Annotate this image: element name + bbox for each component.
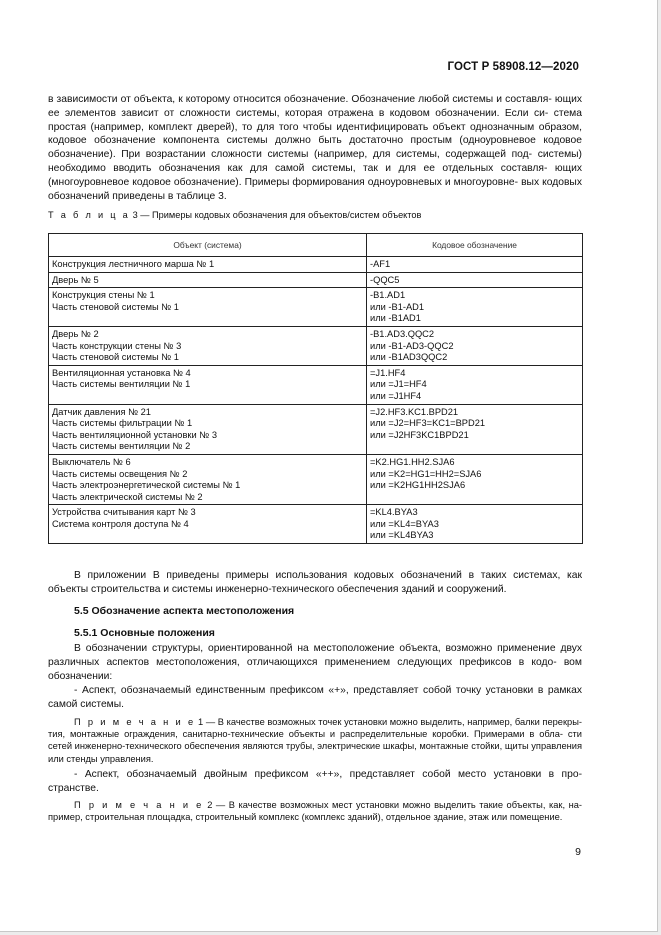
column-header-code: Кодовое обозначение [367,234,583,257]
subsection-heading: 5.5.1 Основные положения [74,627,215,639]
object-cell: Вентиляционная установка № 4 Часть системы вентиляции № 1 [49,365,367,404]
object-cell: Дверь № 5 [49,272,367,288]
object-cell: Датчик давления № 21 Часть системы фильтрации № 1 Часть вентиляционной установки № 3 Часть системы вентиляции № 2 [49,404,367,454]
object-cell: Устройства считывания карт № 3 Система контроля доступа № 4 [49,505,367,544]
code-cell: =KL4.BYA3 или =KL4=BYA3 или =KL4BYA3 [367,505,583,544]
table-row [49,257,583,273]
codes-table [48,233,583,544]
note-1: П р и м е ч а н и е 1 — В качестве возможных точек установки можно выделить, например, балки перекры- тия, монтажные ограждения, санитарно-технические объекты и распределительные коробки. Примерами в обла- сти сетей инженерно-технического обеспечения являются трубы, электрические шкафы, монтажные стойки, щиты управления или стенды управления. [48,717,582,764]
code-cell: -AF1 [367,257,583,273]
object-cell: Выключатель № 6 Часть системы освещения № 2 Часть электроэнергетической системы № 1 Часть электрической системы № 2 [49,454,367,504]
table-row [49,326,583,365]
intro-paragraph: в зависимости от объекта, к которому относится обозначение. Обозначение любой системы и составля- ющих ее элементов зависит от сложности системы, которая отражена в кодовом обозначении. Если си- стема простая (например, комплект дверей), то для того чтобы идентифицировать объект однозначным образом, кодовое обозначение компонента системы должно быть достаточно простым (одноуровневое кодовое обозначение). При возрастании сложности системы (например, для системы, содержащей под- системы) необходимо вводить обозначения как для самой системы, так и для ее отдельных составля- ющих (многоуровневое кодовое обозначение). Примеры формирования одноуровневых и многоуровне- вых кодовых обозначений приведены в таблице 3. [48,94,582,202]
bullet-single-prefix: - Аспект, обозначаемый единственным префиксом «+», представляет собой точку установки в рамках самой системы. [48,685,582,710]
table-row [49,288,583,327]
code-cell: =J1.HF4 или =J1=HF4 или =J1HF4 [367,365,583,404]
section-heading: 5.5 Обозначение аспекта местоположения [74,605,295,617]
table-row [49,404,583,454]
table-caption: Т а б л и ц а 3 — Примеры кодовых обозначения для объектов/систем объектов [48,210,422,220]
after-table-paragraph: В приложении В приведены примеры использования кодовых обозначений в таких системах, как объекты строительства и системы инженерно-технического обеспечения зданий и сооружений. [48,570,582,595]
column-header-object: Объект (система) [49,234,367,257]
code-cell: -QQC5 [367,272,583,288]
table-row [49,454,583,504]
page-number: 9 [575,846,581,858]
note-2: П р и м е ч а н и е 2 — В качестве возможных мест установки можно выделить такие объекты, как, на- пример, строительная площадка, строительный комплекс (комплекс зданий), отдельное здание, этаж или помещение. [48,800,582,823]
table-row [49,365,583,404]
code-cell: =K2.HG1.HH2.SJA6 или =K2=HG1=HH2=SJA6 или =K2HG1HH2SJA6 [367,454,583,504]
code-cell: -B1.AD3.QQC2 или -B1-AD3-QQC2 или -B1AD3QQC2 [367,326,583,365]
bullet-double-prefix: - Аспект, обозначаемый двойным префиксом «++», представляет собой место установки в про- странстве. [48,769,582,794]
table-header-row [49,234,583,257]
subsection-intro-paragraph: В обозначении структуры, ориентированной на местоположение объекта, возможно применение двух различных аспектов местоположения, отличающихся применением следующих префиксов в кодо- вом обозначении: [48,643,582,682]
object-cell: Конструкция стены № 1 Часть стеновой системы № 1 [49,288,367,327]
code-cell: =J2.HF3.KC1.BPD21 или =J2=HF3=KC1=BPD21 или =J2HF3KC1BPD21 [367,404,583,454]
code-cell: -B1.AD1 или -B1-AD1 или -B1AD1 [367,288,583,327]
table-row [49,272,583,288]
table-row [49,505,583,544]
object-cell: Конструкция лестничного марша № 1 [49,257,367,273]
object-cell: Дверь № 2 Часть конструкции стены № 3 Часть стеновой системы № 1 [49,326,367,365]
document-header: ГОСТ Р 58908.12—2020 [447,61,579,73]
